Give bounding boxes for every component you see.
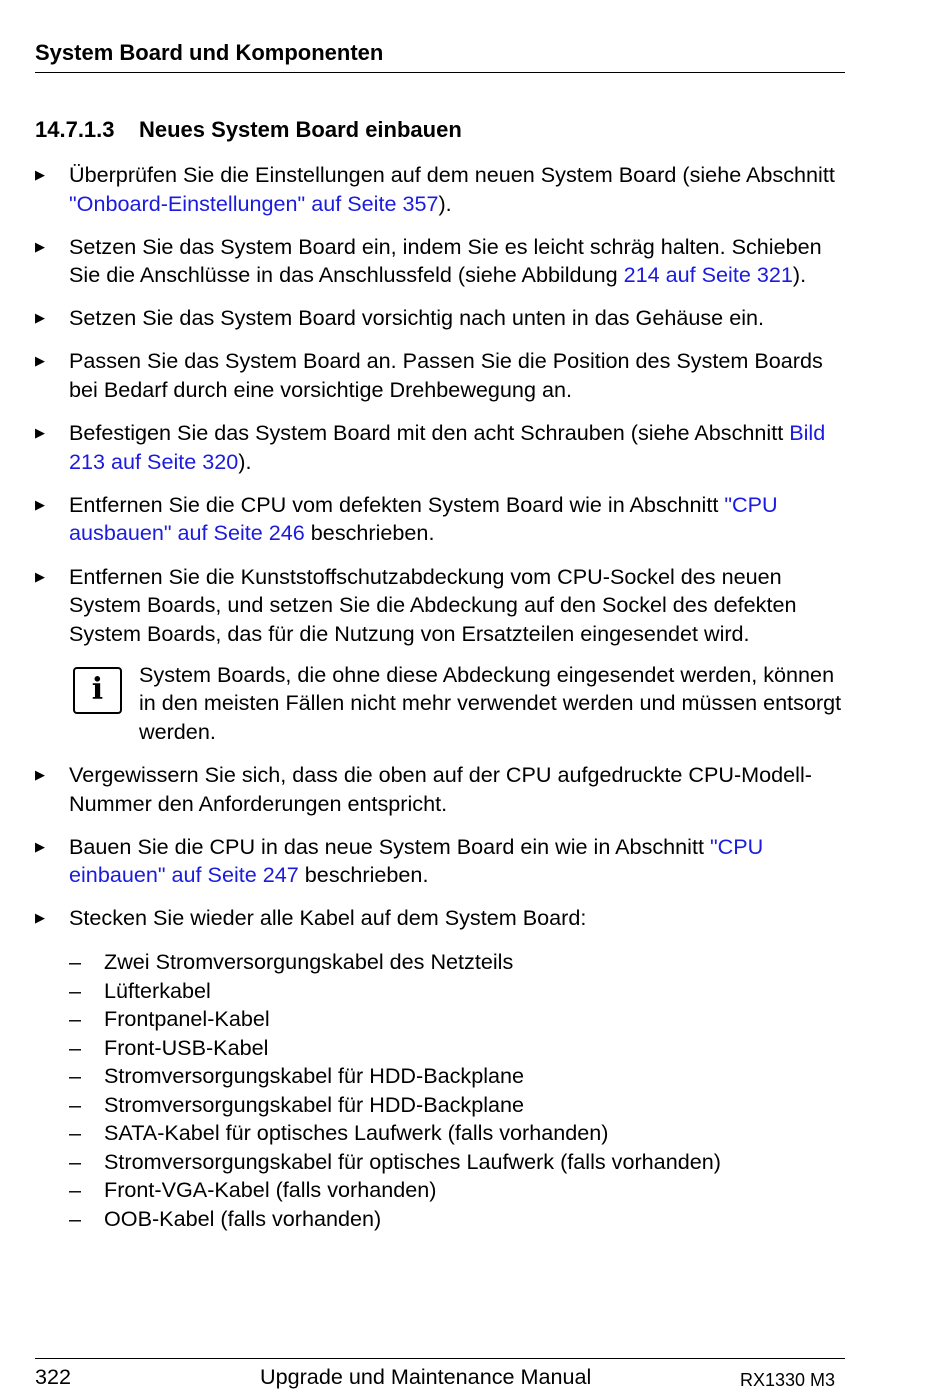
step-text-end: ).	[792, 262, 807, 288]
dash-bullet-icon: –	[69, 949, 82, 975]
step-item	[35, 419, 845, 476]
bullet-arrow-icon: ▶	[35, 238, 45, 254]
list-item: – Stromversorgungskabel für optisches Laufwerk (falls vorhanden)	[35, 1148, 845, 1177]
step-item	[35, 491, 845, 548]
list-item: – Stromversorgungskabel für HDD-Backplane	[35, 1091, 845, 1120]
header-rule	[35, 72, 845, 73]
step-text: Stecken Sie wieder alle Kabel auf dem System Board:	[69, 905, 587, 931]
page-number: 322	[35, 1364, 72, 1389]
dash-bullet-icon: –	[69, 1091, 82, 1117]
page-header: System Board und Komponenten	[35, 40, 384, 65]
cross-reference-link[interactable]: "CPU einbauen" auf Seite 247	[69, 833, 764, 888]
step-item	[35, 833, 845, 890]
cross-reference-link[interactable]: 214 auf Seite 321	[623, 262, 793, 288]
step-text: Entfernen Sie die Kunststoffschutzabdeckung vom CPU-Sockel des neuen System Boards, und setzen Sie die Abdeckung auf den Sockel des defekten System Boards, das für die Nutzung von Ersatzteilen eingesendet wird.	[69, 563, 797, 646]
bullet-arrow-icon: ▶	[35, 496, 45, 512]
step-item	[35, 904, 845, 933]
bullet-arrow-icon: ▶	[35, 167, 45, 182]
bullet-arrow-icon: ▶	[35, 353, 45, 369]
step-text: Passen Sie das System Board an. Passen Sie die Position des System Boards bei Bedarf durch eine vorsichtige Drehbewegung an.	[69, 348, 823, 403]
list-item: – Frontpanel-Kabel	[35, 1005, 845, 1034]
step-text: Setzen Sie das System Board vorsichtig nach unten in das Gehäuse ein.	[69, 305, 765, 331]
section-number: 14.7.1.3	[35, 117, 115, 142]
info-note	[35, 661, 845, 747]
step-text: Befestigen Sie das System Board mit den acht Schrauben (siehe Abschnitt	[69, 420, 790, 446]
step-text: Vergewissern Sie sich, dass die oben auf der CPU aufgedruckte CPU-Modell-Nummer den Anforderungen entspricht.	[69, 762, 812, 816]
step-text-end: beschrieben.	[298, 862, 429, 888]
bullet-arrow-icon: ▶	[35, 910, 45, 926]
step-text-end: ).	[238, 448, 252, 474]
cross-reference-link[interactable]: Bild 213 auf Seite 320	[69, 420, 826, 474]
step-item	[35, 304, 845, 333]
step-text: Setzen Sie das System Board ein, indem Sie es leicht schräg halten. Schieben Sie die Anschlüsse in das Anschlussfeld (siehe Abbildung	[69, 233, 822, 288]
manual-title: Upgrade und Maintenance Manual	[260, 1364, 592, 1389]
step-item	[35, 563, 845, 649]
dash-bullet-icon: –	[69, 1148, 82, 1174]
note-text: System Boards, die ohne diese Abdeckung eingesendet werden, können in den meisten Fällen nicht mehr verwendet werden und müssen entsorgt werden.	[139, 661, 842, 744]
bullet-arrow-icon: ▶	[35, 310, 45, 326]
list-item: – Front-USB-Kabel	[35, 1034, 845, 1063]
section-heading	[35, 116, 462, 144]
cable-list	[35, 948, 845, 1233]
dash-bullet-icon: –	[69, 1177, 82, 1203]
step-text: Bauen Sie die CPU in das neue System Board ein wie in Abschnitt	[69, 833, 710, 859]
step-item	[35, 233, 845, 290]
step-list	[35, 161, 845, 1233]
cross-reference-link[interactable]: "CPU ausbauen" auf Seite 246	[69, 491, 778, 546]
footer-rule	[35, 1358, 845, 1359]
section-title: Neues System Board einbauen	[139, 117, 462, 142]
bullet-arrow-icon: ▶	[35, 568, 45, 584]
step-item	[35, 161, 845, 218]
dash-bullet-icon: –	[69, 1034, 82, 1060]
list-item: – SATA-Kabel für optisches Laufwerk (falls vorhanden)	[35, 1119, 845, 1148]
step-text: Entfernen Sie die CPU vom defekten System Board wie in Abschnitt	[69, 491, 725, 517]
cross-reference-link[interactable]: "Onboard-Einstellungen" auf Seite 357	[69, 190, 439, 216]
dash-bullet-icon: –	[69, 1006, 82, 1032]
info-icon: i	[73, 667, 122, 714]
step-text: Überprüfen Sie die Einstellungen auf dem neuen System Board (siehe Abschnitt	[69, 162, 835, 187]
list-item: – Stromversorgungskabel für HDD-Backplane	[35, 1062, 845, 1091]
list-item: – Front-VGA-Kabel (falls vorhanden)	[35, 1176, 845, 1205]
dash-bullet-icon: –	[69, 977, 82, 1003]
step-item	[35, 761, 845, 818]
dash-bullet-icon: –	[69, 1120, 82, 1146]
list-item: – Zwei Stromversorgungskabel des Netzteils	[35, 948, 845, 977]
dash-bullet-icon: –	[69, 1205, 82, 1231]
list-item: – OOB-Kabel (falls vorhanden)	[35, 1205, 845, 1234]
step-text-end: ).	[438, 190, 452, 216]
bullet-arrow-icon: ▶	[35, 838, 45, 854]
model-name: RX1330 M3	[740, 1370, 836, 1390]
step-text-end: beschrieben.	[304, 520, 435, 546]
list-item: – Lüfterkabel	[35, 977, 845, 1006]
bullet-arrow-icon: ▶	[35, 425, 45, 441]
bullet-arrow-icon: ▶	[35, 767, 45, 783]
step-item	[35, 347, 845, 404]
dash-bullet-icon: –	[69, 1063, 82, 1089]
